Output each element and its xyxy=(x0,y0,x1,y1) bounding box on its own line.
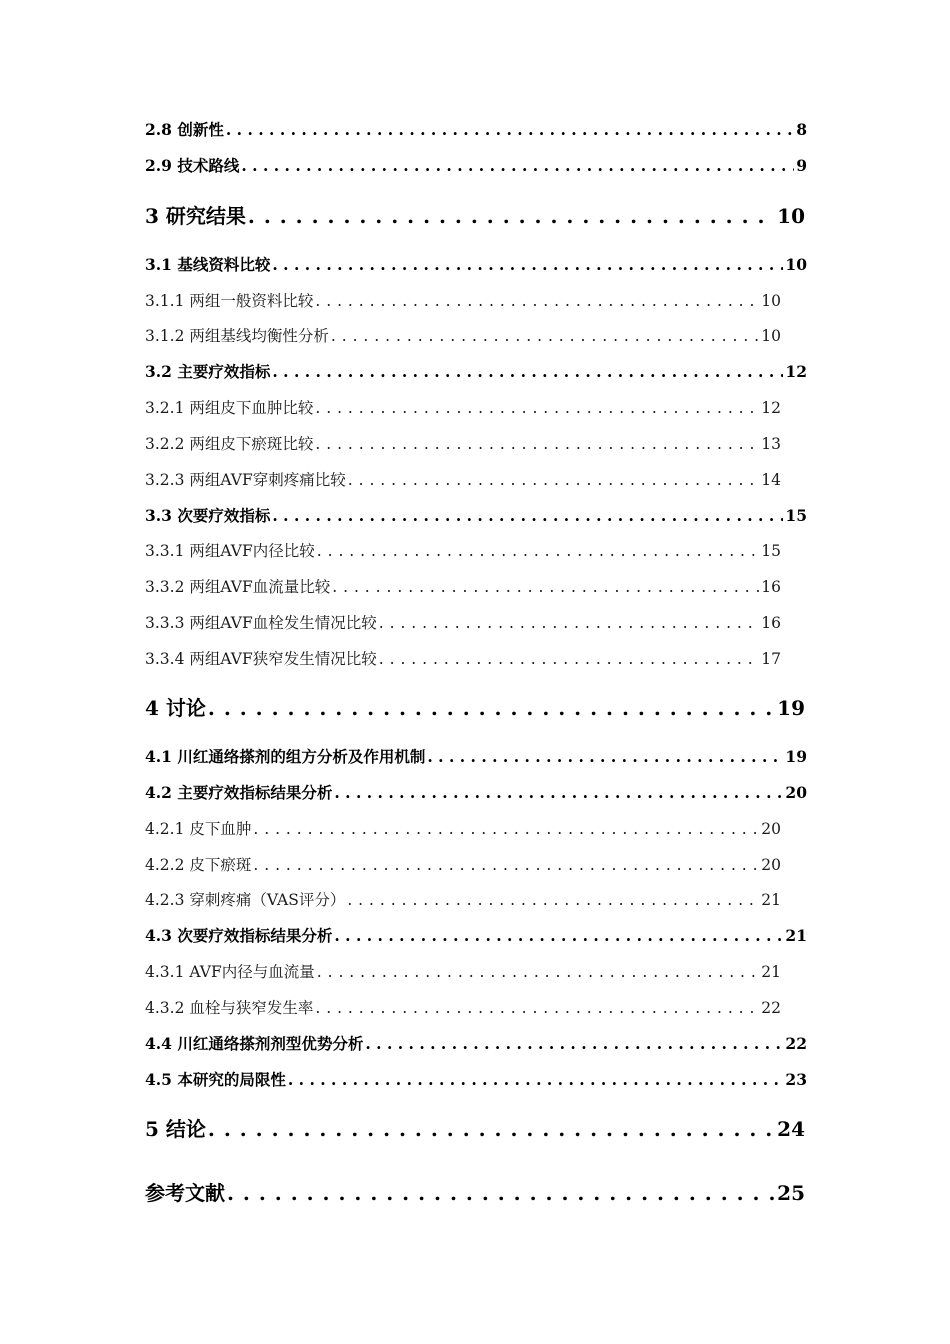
toc-entry-page: 16 xyxy=(761,614,781,632)
toc-entry-label: 4 讨论 xyxy=(145,696,206,720)
toc-entry-label: 3.2.2 两组皮下瘀斑比较 xyxy=(145,435,314,453)
toc-entry-label: 4.2.1 皮下血肿 xyxy=(145,820,252,838)
toc-entry-page: 21 xyxy=(785,926,807,945)
toc-entry[interactable] xyxy=(145,781,807,803)
toc-entry[interactable] xyxy=(145,504,807,526)
dot-leader xyxy=(347,891,759,909)
toc-entry[interactable] xyxy=(145,960,781,982)
toc-entry-page: 22 xyxy=(761,999,781,1017)
toc-entry[interactable] xyxy=(145,611,781,633)
dot-leader xyxy=(348,471,760,489)
dot-leader xyxy=(379,650,760,668)
toc-entry[interactable] xyxy=(145,324,781,346)
dot-leader xyxy=(332,578,759,596)
toc-entry-label: 4.1 川红通络搽剂的组方分析及作用机制 xyxy=(145,747,426,766)
toc-entry-label: 3 研究结果 xyxy=(145,204,246,228)
toc-entry[interactable] xyxy=(145,432,781,454)
toc-entry[interactable] xyxy=(145,154,807,176)
toc-entry[interactable] xyxy=(145,817,781,839)
toc-entry-label: 3.1.1 两组一般资料比较 xyxy=(145,292,314,310)
toc-entry-page: 12 xyxy=(761,399,781,417)
dot-leader xyxy=(379,614,760,632)
toc-entry-label: 4.2.2 皮下瘀斑 xyxy=(145,856,252,874)
toc-entry[interactable] xyxy=(145,539,781,561)
toc-entry-label: 5 结论 xyxy=(145,1117,206,1141)
toc-entry[interactable] xyxy=(145,924,807,946)
dot-leader xyxy=(315,292,759,310)
dot-leader xyxy=(427,747,783,766)
dot-leader xyxy=(315,999,759,1017)
toc-entry[interactable] xyxy=(145,1113,805,1142)
toc-entry-page: 20 xyxy=(761,856,781,874)
toc-entry[interactable] xyxy=(145,647,781,669)
dot-leader xyxy=(315,435,759,453)
toc-entry[interactable] xyxy=(145,996,781,1018)
toc-entry-label: 参考文献 xyxy=(145,1181,225,1205)
toc-entry[interactable] xyxy=(145,253,807,275)
toc-entry-label: 3.1 基线资料比较 xyxy=(145,255,271,274)
dot-leader xyxy=(253,820,759,838)
dot-leader xyxy=(334,783,783,802)
toc-entry-page: 15 xyxy=(785,506,807,525)
toc-entry-label: 3.2.1 两组皮下血肿比较 xyxy=(145,399,314,417)
dot-leader xyxy=(272,255,783,274)
toc-entry-label: 2.8 创新性 xyxy=(145,120,224,139)
toc-entry-page: 23 xyxy=(785,1070,807,1089)
toc-entry-page: 25 xyxy=(777,1181,805,1205)
toc-entry[interactable] xyxy=(145,396,781,418)
toc-entry-label: 2.9 技术路线 xyxy=(145,156,240,175)
toc-entry-page: 24 xyxy=(777,1117,805,1141)
toc-entry[interactable] xyxy=(145,692,805,721)
toc-entry-label: 3.2 主要疗效指标 xyxy=(145,362,271,381)
toc-entry-page: 10 xyxy=(761,292,781,310)
toc-entry-page: 9 xyxy=(796,156,807,175)
toc-entry-label: 4.4 川红通络搽剂剂型优势分析 xyxy=(145,1034,364,1053)
toc-entry-label: 4.3.2 血栓与狭窄发生率 xyxy=(145,999,314,1017)
toc-entry[interactable] xyxy=(145,1032,807,1054)
toc-entry-page: 22 xyxy=(785,1034,807,1053)
dot-leader xyxy=(253,856,759,874)
dot-leader xyxy=(317,963,760,981)
toc-entry-label: 4.5 本研究的局限性 xyxy=(145,1070,286,1089)
toc-entry-page: 15 xyxy=(761,542,781,560)
toc-entry-page: 13 xyxy=(761,435,781,453)
dot-leader xyxy=(227,1181,775,1205)
toc-entry-label: 4.2 主要疗效指标结果分析 xyxy=(145,783,333,802)
toc-entry-label: 4.2.3 穿刺疼痛（VAS评分） xyxy=(145,891,346,909)
toc-entry-page: 19 xyxy=(777,696,805,720)
toc-entry-page: 19 xyxy=(785,747,807,766)
toc-entry-label: 3.1.2 两组基线均衡性分析 xyxy=(145,327,329,345)
dot-leader xyxy=(365,1034,783,1053)
toc-entry[interactable] xyxy=(145,745,807,767)
dot-leader xyxy=(272,362,783,381)
toc-entry[interactable] xyxy=(145,200,805,229)
toc-entry-page: 21 xyxy=(761,891,781,909)
toc-entry-label: 3.2.3 两组AVF穿刺疼痛比较 xyxy=(145,471,346,489)
toc-entry-label: 3.3.3 两组AVF血栓发生情况比较 xyxy=(145,614,377,632)
toc-entry-page: 20 xyxy=(785,783,807,802)
dot-leader xyxy=(208,696,775,720)
dot-leader xyxy=(226,120,794,139)
toc-entry[interactable] xyxy=(145,468,781,490)
dot-leader xyxy=(334,926,783,945)
dot-leader xyxy=(272,506,783,525)
toc-entry[interactable] xyxy=(145,360,807,382)
toc-entry[interactable] xyxy=(145,1068,807,1090)
toc-entry[interactable] xyxy=(145,575,781,597)
toc-entry-page: 12 xyxy=(785,362,807,381)
dot-leader xyxy=(317,542,760,560)
toc-entry-label: 3.3.1 两组AVF内径比较 xyxy=(145,542,315,560)
toc-entry-label: 4.3 次要疗效指标结果分析 xyxy=(145,926,333,945)
toc-entry-page: 21 xyxy=(761,963,781,981)
toc-entry-label: 4.3.1 AVF内径与血流量 xyxy=(145,963,315,981)
toc-entry-page: 10 xyxy=(777,204,805,228)
toc-entry-label: 3.3 次要疗效指标 xyxy=(145,506,271,525)
toc-entry-page: 16 xyxy=(761,578,781,596)
toc-entry-page: 17 xyxy=(761,650,781,668)
dot-leader xyxy=(208,1117,775,1141)
toc-entry[interactable] xyxy=(145,118,807,140)
toc-entry-page: 10 xyxy=(785,255,807,274)
toc-entry-label: 3.3.2 两组AVF血流量比较 xyxy=(145,578,331,596)
toc-entry-page: 14 xyxy=(761,471,781,489)
toc-entry[interactable] xyxy=(145,853,781,875)
toc-entry-label: 3.3.4 两组AVF狭窄发生情况比较 xyxy=(145,650,377,668)
dot-leader xyxy=(288,1070,784,1089)
toc-entry-page: 10 xyxy=(761,327,781,345)
dot-leader xyxy=(315,399,759,417)
toc-entry[interactable] xyxy=(145,289,781,311)
toc-entry-page: 20 xyxy=(761,820,781,838)
toc-entry-page: 8 xyxy=(796,120,807,139)
toc-entry[interactable] xyxy=(145,888,781,910)
dot-leader xyxy=(331,327,759,345)
dot-leader xyxy=(241,156,794,175)
dot-leader xyxy=(248,204,775,228)
toc-entry[interactable] xyxy=(145,1177,805,1206)
